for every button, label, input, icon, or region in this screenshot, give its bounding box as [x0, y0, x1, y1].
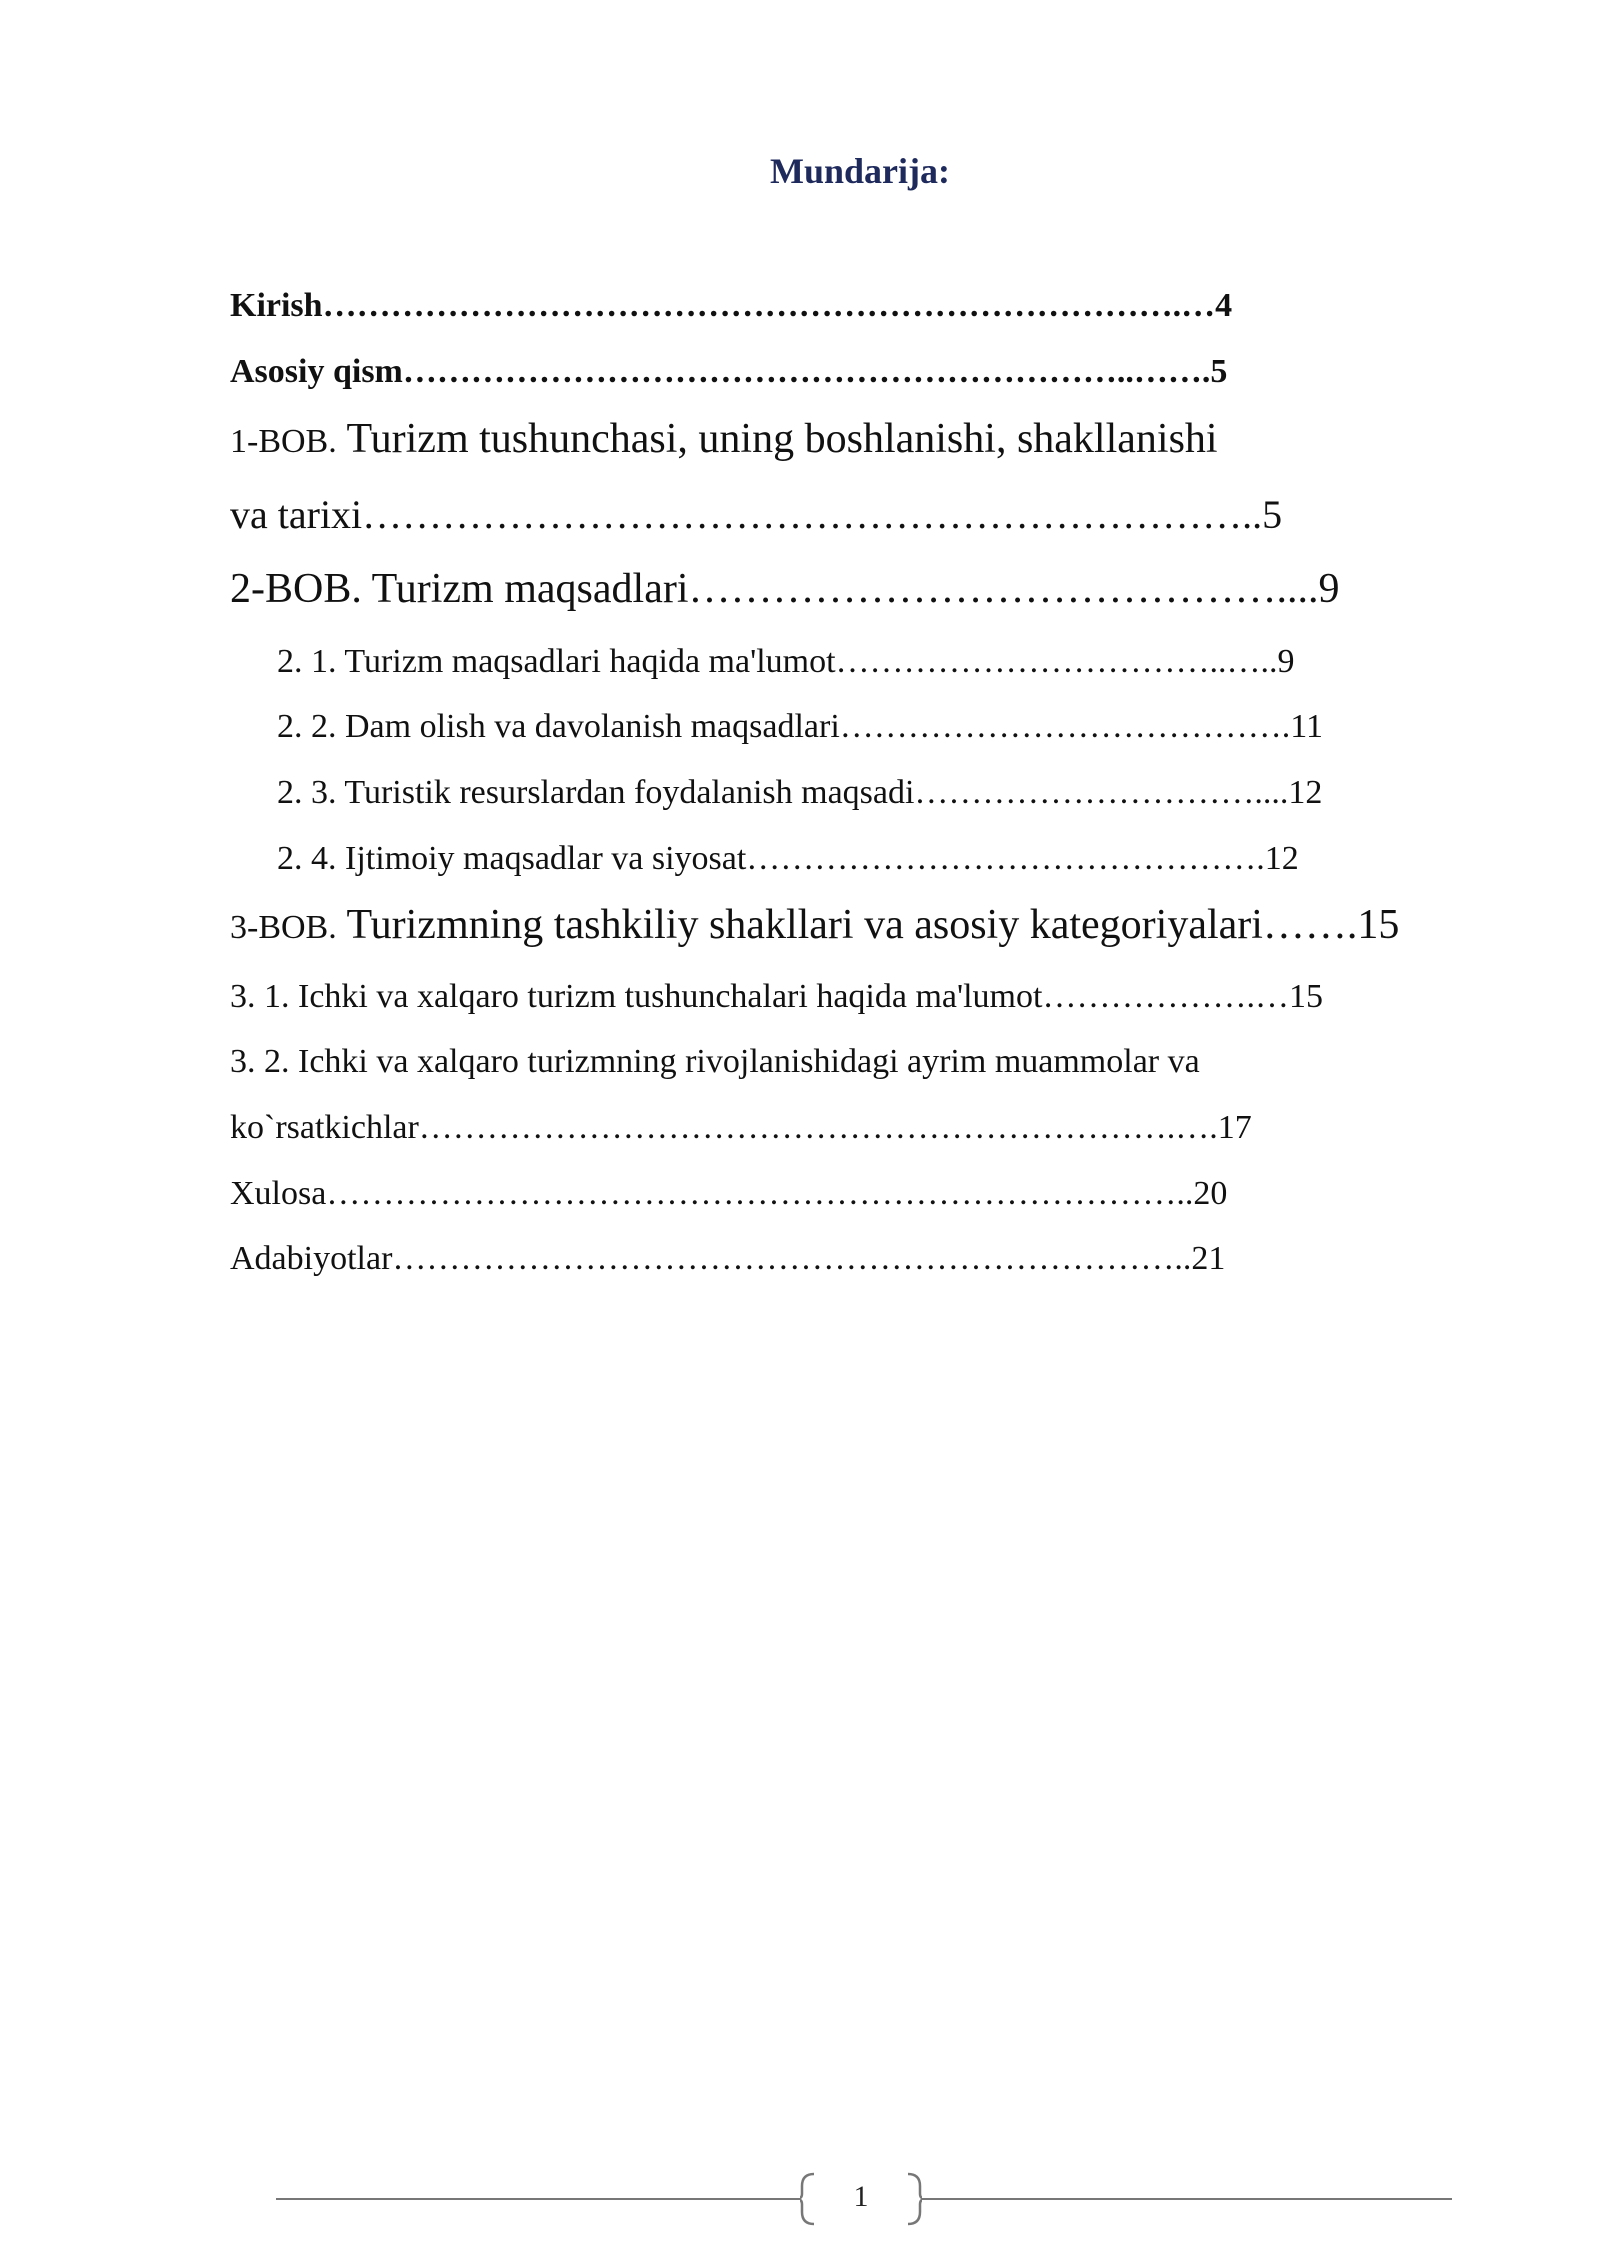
- toc-entry-adabiyotlar: Adabiyotlar……………………………………………………………..21: [230, 1240, 1226, 1277]
- toc-entry-2-4: 2. 4. Ijtimoiy maqsadlar va siyosat……………………………………….12: [277, 840, 1299, 877]
- page-number: 1: [853, 2180, 869, 2213]
- bob3-title: Turizmning tashkiliy shakllari va asosiy kategoriyalari…….15: [336, 902, 1400, 948]
- toc-entry-3-1: 3. 1. Ichki va xalqaro turizm tushunchalari haqida ma'lumot……………….…15: [230, 978, 1323, 1015]
- bob1-title: Turizm tushunchasi, uning boshlanishi, shakllanishi: [336, 416, 1218, 462]
- toc-entry-3-2: 3. 2. Ichki va xalqaro turizmning rivojlanishidagi ayrim muammolar va: [230, 1043, 1200, 1080]
- toc-entry-asosiy-qism: Asosiy qism………………………………………………………..…….5: [230, 353, 1228, 390]
- toc-entry-xulosa: Xulosa…………………………………………………………………..20: [230, 1175, 1228, 1212]
- page-title: Mundarija:: [770, 151, 950, 191]
- footer-divider-right: [922, 2198, 1452, 2200]
- toc-entry-kirish: Kirish………………………………………………………………….…4: [230, 287, 1233, 324]
- toc-entry-2-2: 2. 2. Dam olish va davolanish maqsadlari………………………………….11: [277, 708, 1324, 745]
- toc-entry-bob1: [230, 415, 1218, 463]
- toc-entry-bob3: [230, 901, 1399, 949]
- footer-divider-left: [276, 2198, 800, 2200]
- toc-entry-3-2-continued: ko`rsatkichlar………………………………………………………….….17: [230, 1109, 1252, 1146]
- bob1-prefix: 1-BOB.: [230, 423, 337, 460]
- toc-entry-bob1-continued: va tarixi…………………………………………………………..5: [230, 492, 1283, 537]
- toc-entry-2-1: 2. 1. Turizm maqsadlari haqida ma'lumot……………………………..…..9: [277, 643, 1295, 680]
- toc-entry-bob2: 2-BOB. Turizm maqsadlari……………………………………....9: [230, 566, 1340, 612]
- bob3-prefix: 3-BOB.: [230, 909, 337, 946]
- toc-entry-2-3: 2. 3. Turistik resurslardan foydalanish maqsadi…………………………....12: [277, 774, 1323, 811]
